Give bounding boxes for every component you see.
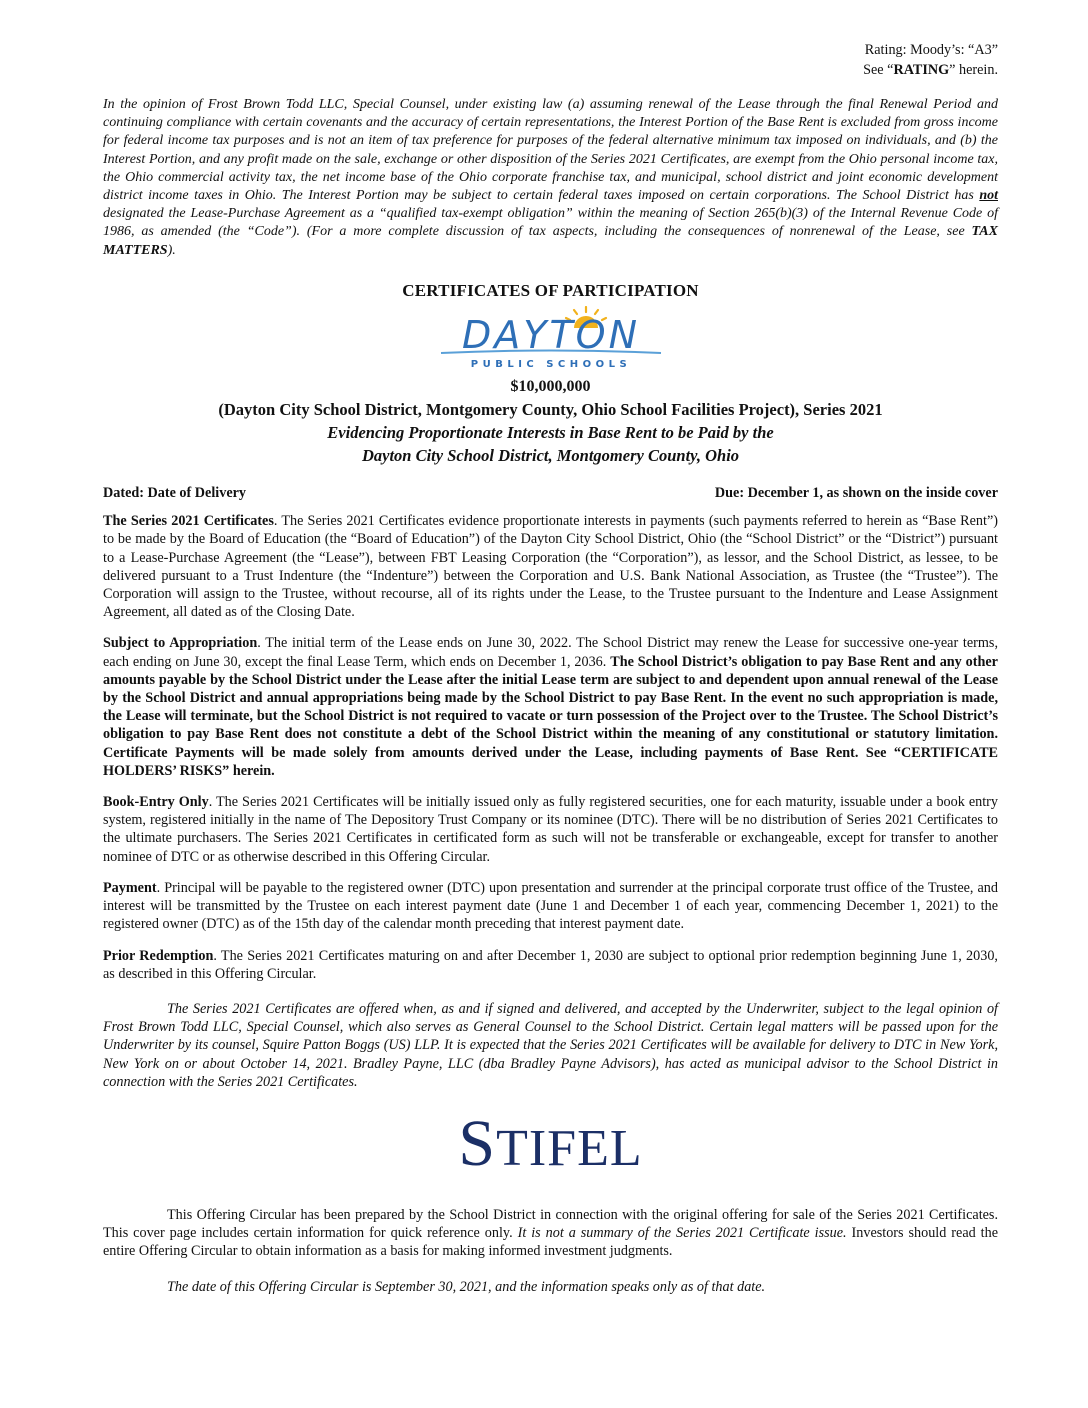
circular-text-b: Investors should read the entire Offering Circular to obtain information as a basis for making informed investment judgments. bbox=[103, 1225, 999, 1260]
appropriation-text: . The initial term of the Lease ends on June 30, 2022. The School District may renew the Lease for successive one-year terms, each ending on June 30, except the final Lease Term, which ends on December 1, 2036. bbox=[103, 635, 998, 670]
logo-wordmark: DAYTON bbox=[461, 313, 640, 358]
opinion-text-b: designated the Lease-Purchase Agreement as a “qualified tax-exempt obligation” within the meaning of Section 265(b)(3) of the Internal Revenue Code of 1986, as amended (the “Code”). (For a more complete discussion of tax aspects, including the consequences of nonrenewal of the Lease, see bbox=[103, 206, 998, 240]
opinion-tax-matters-ref: TAX MATTERS bbox=[103, 224, 998, 258]
date-note: The date of this Offering Circular is September 30, 2021, and the information speaks only as of that date. bbox=[167, 1278, 766, 1295]
dayton-logo-svg bbox=[436, 306, 666, 370]
series-text: . The Series 2021 Certificates evidence proportionate interests in payments (such payments referred to herein as “Base Rent”) to be made by the Board of Education (the “Board of Education”) of the Dayton City School District, Ohio (the “School District” or the “District”) pursuant to a Lease-Purchase Agreement (the “Lease”), between FBT Leasing Corporation (the “Corporation”), as lessor, and the School District, as lessee, to be delivered pursuant to a Trust Indenture (the “Indenture”) between the Corporation and U.S. Bank National Association, as Trustee (the “Trustee”). The Corporation will assign to the Trustee, without recourse, all of its rights under the Lease, to the Trustee pursuant to the Indenture and Lease Assignment Agreement, all dated as of the Closing Date. bbox=[103, 513, 998, 621]
appropriation-lead: Subject to Appropriation bbox=[103, 635, 258, 652]
appropriation-paragraph bbox=[103, 634, 998, 780]
bookentry-text: . The Series 2021 Certificates will be initially issued only as fully registered securities, one for each maturity, issuable under a book entry system, registered initially in the name of The Depository Trust Company or its nominee (DTC). There will be no distribution of Series 2021 Certificates to the ultimate purchasers. The Series 2021 Certificates in certificated form as such will not be transferable or exchangeable, except for transfer to another nominee of DTC or as otherwise described in this Offering Circular. bbox=[103, 794, 998, 865]
stifel-wordmark bbox=[458, 1106, 643, 1184]
bookentry-lead: Book-Entry Only bbox=[103, 794, 209, 811]
tax-opinion-paragraph bbox=[103, 96, 998, 260]
bookentry-paragraph bbox=[103, 793, 998, 866]
payment-text: . Principal will be payable to the registered owner (DTC) upon presentation and surrender at the principal corporate trust office of the Trustee, and interest will be transmitted by the Trustee on each interest payment date (June 1 and December 1 of each year, commencing December 1, 2021) to the registered owner (DTC) as of the 15th day of the calendar month preceding that interest payment date. bbox=[103, 879, 998, 933]
opinion-not: not bbox=[979, 188, 998, 204]
issue-heading bbox=[103, 376, 998, 467]
dayton-public-schools-logo bbox=[103, 306, 998, 370]
logo-tagline: PUBLIC SCHOOLS bbox=[470, 359, 631, 371]
payment-paragraph bbox=[103, 879, 998, 934]
stifel-initial: S bbox=[458, 1106, 497, 1180]
opinion-text-a: In the opinion of Frost Brown Todd LLC, Special Counsel, under existing law (a) assuming renewal of the Lease through the final Renewal Period and continuing compliance with certain covenants and the accuracy of certain representations, the Interest Portion of the Base Rent is excluded from gross income for federal income tax purposes and is not an item of tax preference for purposes of the federal alternative minimum tax imposed on individuals, and (b) the Interest Portion, and any profit made on the sale, exchange or other disposition of the Series 2021 Certificates, are exempt from the Ohio personal income tax, the Ohio commercial activity tax, the net income base of the Ohio corporate franchise tax, and municipal, school district and joint economic development district income taxes in Ohio. The Interest Portion may be subject to certain federal taxes imposed on certain corporations. The School District has bbox=[103, 97, 998, 204]
redemption-lead: Prior Redemption bbox=[103, 947, 214, 964]
opinion-text-end: ). bbox=[167, 242, 176, 258]
rating-ref-post: ” herein. bbox=[949, 62, 998, 78]
stifel-logo bbox=[103, 1106, 998, 1184]
issue-subtitle-italic-2: Dayton City School District, Montgomery County, Ohio bbox=[361, 446, 740, 466]
rating-ref-bold: RATING bbox=[893, 62, 950, 78]
issue-amount: $10,000,000 bbox=[510, 378, 591, 396]
redemption-paragraph bbox=[103, 947, 998, 983]
redemption-text: . The Series 2021 Certificates maturing on and after December 1, 2030 are subject to optional prior redemption beginning June 1, 2030, as described in this Offering Circular. bbox=[103, 947, 998, 982]
rating-block bbox=[103, 40, 998, 80]
issue-subtitle-italic-1: Evidencing Proportionate Interests in Base Rent to be Paid by the bbox=[327, 423, 774, 443]
rating-line: Rating: Moody’s: “A3” bbox=[864, 42, 998, 58]
circular-italic: It is not a summary of the Series 2021 Certificate issue. bbox=[517, 1225, 847, 1242]
stifel-rest: TIFEL bbox=[496, 1119, 643, 1177]
series-paragraph bbox=[103, 512, 998, 621]
appropriation-bold-text: The School District’s obligation to pay Base Rent and any other amounts payable by the School District under the Lease after the initial Lease term are subject to and dependent upon annual renewal of the Lease by the School District and annual appropriations being made by the School District to pay Base Rent. In the event no such appropriation is made, the Lease will terminate, but the School District is not required to vacate or turn possession of the Project over to the Trustee. The School District’s obligation to pay Base Rent does not constitute a debt of the School District within the meaning of any constitutional or statutory limitation. Certificate Payments will be made solely from amounts derived under the Lease, including payments of Base Rent. See “CERTIFICATE HOLDERS’ RISKS” herein. bbox=[103, 653, 998, 779]
payment-lead: Payment bbox=[103, 879, 157, 896]
offering-paragraph: The Series 2021 Certificates are offered when, as and if signed and delivered, and accepted by the Underwriter, subject to the legal opinion of Frost Brown Todd LLC, Special Counsel, which also serves as General Counsel to the School District. Certain legal matters will be passed upon for the Underwriter by its counsel, Squire Patton Boggs (US) LLP. It is expected that the Series 2021 Certificates will be available for delivery to DTC in New York, New York on or about October 14, 2021. Bradley Payne, LLC (dba Bradley Payne Advisors), has acted as municipal advisor to the School District in connection with the Series 2021 Certificates. bbox=[103, 1000, 998, 1090]
series-lead: The Series 2021 Certificates bbox=[103, 513, 274, 530]
rating-ref-pre: See “ bbox=[863, 62, 894, 78]
dated-label: Dated: Date of Delivery bbox=[103, 485, 247, 502]
page-title: CERTIFICATES OF PARTICIPATION bbox=[402, 280, 699, 300]
circular-text-a: This Offering Circular has been prepared by the School District in connection with the original offering for sale of the Series 2021 Certificates. This cover page includes certain information for quick reference only. bbox=[103, 1206, 998, 1242]
dated-due-row bbox=[103, 484, 998, 502]
rating-reference bbox=[103, 60, 998, 80]
circular-paragraph bbox=[103, 1206, 998, 1261]
due-label: Due: December 1, as shown on the inside cover bbox=[714, 485, 998, 502]
issue-subtitle: (Dayton City School District, Montgomery County, Ohio School Facilities Project), Series 2021 bbox=[218, 400, 883, 420]
